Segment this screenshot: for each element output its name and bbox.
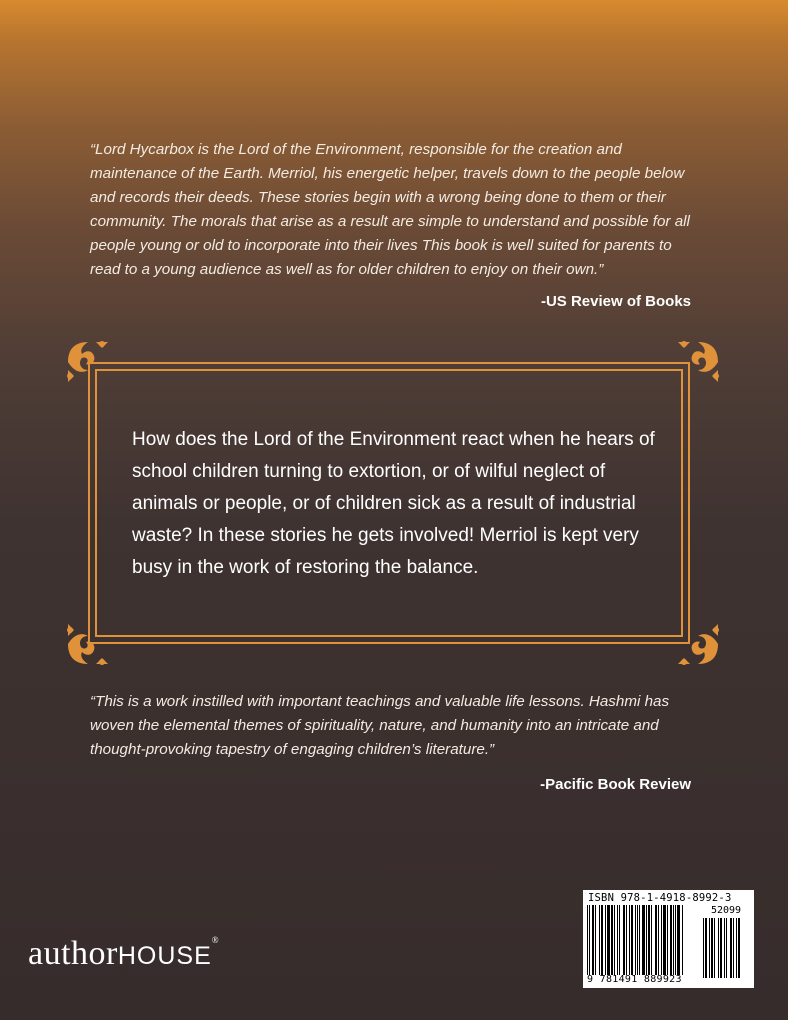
barcode-bar — [635, 905, 636, 975]
barcode-bar — [724, 918, 725, 978]
barcode-bar — [617, 905, 618, 975]
barcode-bar — [646, 905, 647, 975]
barcode-bar — [658, 905, 659, 975]
barcode-bar — [705, 918, 707, 978]
barcode-bar — [663, 905, 666, 975]
addon-barcode-bars — [703, 918, 749, 978]
barcode-bar — [623, 905, 625, 975]
barcode-bar — [738, 918, 740, 978]
isbn-label: ISBN 978-1-4918-8992-3 — [588, 892, 732, 904]
barcode-bar — [611, 905, 613, 975]
corner-ornament-icon — [62, 336, 114, 388]
barcode-bar — [601, 905, 603, 975]
barcode-bar — [673, 905, 674, 975]
barcode-bar — [631, 905, 633, 975]
review-quote-us-review: “Lord Hycarbox is the Lord of the Environment, responsible for the creation and maintenance of the Earth. Merriol, his energetic helper, travels down to the people below and records their deeds. These stories begin with a wrong being done to them or their community. The morals that arise as a result are simple to understand and possible for all people young or old to incorporate into their lives This book is well suited for parents to read to a young audience as well as for older children to enjoy on their own.” — [90, 141, 690, 278]
ean-barcode-bars — [587, 905, 697, 975]
barcode-bar — [682, 905, 683, 975]
barcode-bar — [730, 918, 732, 978]
barcode-bar — [605, 905, 606, 975]
barcode-bar — [703, 918, 704, 978]
registered-mark: ® — [211, 935, 220, 945]
book-blurb: How does the Lord of the Environment react when he hears of school children turning to extortion, or of wilful neglect of animals or people, or of children sick as a result of industrial waste? In these stories he gets involved! Merriol is kept very busy in the work of restoring the balance. — [132, 429, 655, 578]
barcode-bar — [726, 918, 727, 978]
barcode-bar — [675, 905, 676, 975]
barcode-bar — [667, 905, 668, 975]
ean-number: 9 781491 889923 — [587, 974, 682, 985]
barcode-bar — [607, 905, 610, 975]
barcode-bar — [661, 905, 662, 975]
barcode-bar — [614, 905, 615, 975]
corner-ornament-icon — [672, 336, 724, 388]
barcode-bar — [587, 905, 588, 975]
barcode-bar — [714, 918, 715, 978]
barcode-bar — [718, 918, 719, 978]
publisher-logo-caps: HOUSE — [117, 942, 212, 970]
barcode-bar — [589, 905, 590, 975]
barcode-bar — [677, 905, 680, 975]
publisher-logo-lower: author — [28, 935, 118, 972]
review-source-pacific-book-review: -Pacific Book Review — [540, 776, 691, 793]
barcode-bar — [651, 905, 652, 975]
barcode-bar — [599, 905, 600, 975]
barcode-bar — [736, 918, 737, 978]
barcode-bar — [629, 905, 630, 975]
corner-ornament-icon — [672, 618, 724, 670]
barcode-bar — [592, 905, 594, 975]
barcode-bar — [733, 918, 734, 978]
barcode-bar — [655, 905, 657, 975]
barcode-bar — [619, 905, 620, 975]
barcode-bar — [648, 905, 650, 975]
review-source-us-review: -US Review of Books — [540, 293, 691, 310]
barcode-bar — [595, 905, 596, 975]
barcode-bar — [639, 905, 640, 975]
publisher-logo — [28, 935, 219, 973]
price-addon-number: 52099 — [710, 905, 742, 916]
barcode-bar — [642, 905, 645, 975]
barcode-bar — [711, 918, 713, 978]
barcode-bar — [709, 918, 710, 978]
barcode-bar — [670, 905, 672, 975]
barcode-bar — [720, 918, 722, 978]
isbn-barcode — [583, 890, 754, 988]
review-quote-pacific-book-review: “This is a work instilled with important teachings and valuable life lessons. Hashmi has woven the elemental themes of spirituality, nature, and humanity into an intricate and thought-provoking tapestry of engaging children’s literature.” — [90, 693, 670, 758]
corner-ornament-icon — [62, 618, 114, 670]
barcode-bar — [637, 905, 638, 975]
barcode-bar — [626, 905, 627, 975]
